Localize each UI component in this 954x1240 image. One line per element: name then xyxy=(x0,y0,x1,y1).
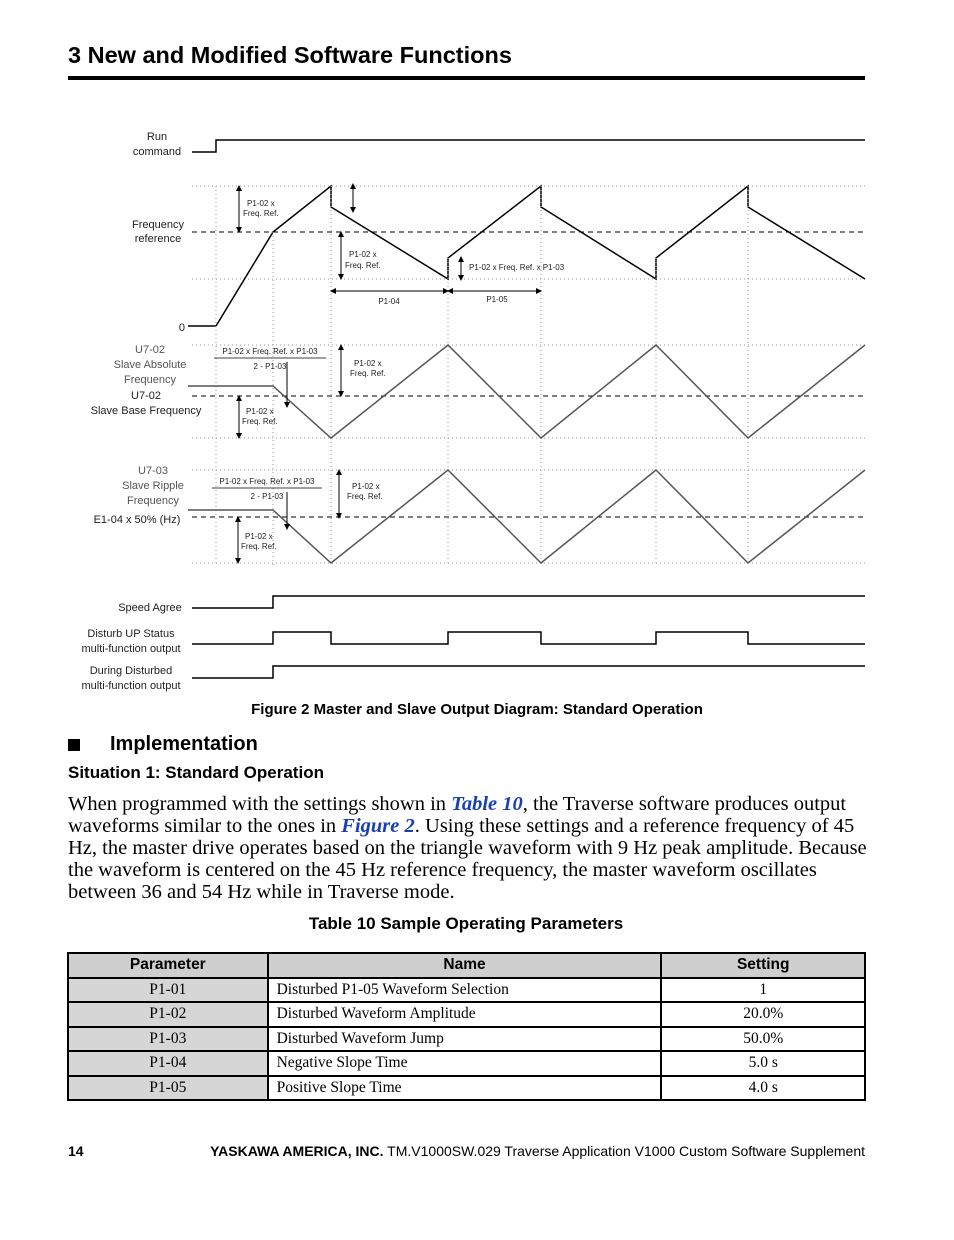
footer-doc-info xyxy=(210,1143,865,1159)
speed-agree-label: Speed Agree xyxy=(118,602,182,614)
table-row xyxy=(68,1002,865,1027)
during-disturbed-label-2: multi-function output xyxy=(81,680,181,692)
amp-annotation-2: Freq. Ref. xyxy=(243,209,279,218)
amp-annotation-9: P1-02 x xyxy=(352,482,380,491)
run-command-signal xyxy=(192,140,865,152)
table-header-row xyxy=(68,953,865,978)
table-row xyxy=(68,1051,865,1076)
cell-setting: 50.0% xyxy=(661,1027,865,1052)
u7-03-label-1: U7-03 xyxy=(138,465,168,477)
amp-annotation-7: P1-02 x xyxy=(246,407,274,416)
cell-setting: 1 xyxy=(661,978,865,1003)
disturb-up-label-1: Disturb UP Status xyxy=(87,628,175,640)
cell-setting: 5.0 s xyxy=(661,1051,865,1076)
subheading: Situation 1: Standard Operation xyxy=(68,763,324,782)
cell-name: Positive Slope Time xyxy=(268,1076,662,1101)
square-bullet-icon xyxy=(68,739,80,751)
paragraph-text: When programmed with the settings shown in xyxy=(68,793,452,815)
cell-name: Disturbed P1-05 Waveform Selection xyxy=(268,978,662,1003)
u7-02-base-label-1: U7-02 xyxy=(131,390,161,402)
during-disturbed-signal xyxy=(192,666,865,678)
amp-annotation-1: P1-02 x xyxy=(247,199,275,208)
table-row xyxy=(68,1027,865,1052)
cell-parameter: P1-01 xyxy=(68,978,268,1003)
cell-name: Negative Slope Time xyxy=(268,1051,662,1076)
p1-04-label: P1-04 xyxy=(378,297,400,306)
u7-02-label-2: Slave Absolute xyxy=(113,359,187,371)
amp-annotation-8: Freq. Ref. xyxy=(242,417,278,426)
cell-name: Disturbed Waveform Amplitude xyxy=(268,1002,662,1027)
header-parameter: Parameter xyxy=(68,953,268,978)
cell-parameter: P1-03 xyxy=(68,1027,268,1052)
u7-02-label-3: Frequency xyxy=(124,374,176,386)
cell-parameter: P1-02 xyxy=(68,1002,268,1027)
cell-setting: 20.0% xyxy=(661,1002,865,1027)
footer-company: YASKAWA AMERICA, INC. xyxy=(210,1143,384,1159)
body-paragraph xyxy=(68,793,868,903)
during-disturbed-label-1: During Disturbed xyxy=(89,665,173,677)
table-caption: Table 10 Sample Operating Parameters xyxy=(308,914,624,933)
jump-fraction-den-1: 2 - P1-03 xyxy=(253,362,287,371)
section-heading xyxy=(68,733,258,756)
figure-2-link[interactable]: Figure 2 xyxy=(341,815,415,837)
amp-annotation-3: P1-02 x xyxy=(349,250,377,259)
jump-fraction-num-1: P1-02 x Freq. Ref. x P1-03 xyxy=(222,347,318,356)
header-name: Name xyxy=(268,953,662,978)
cell-name: Disturbed Waveform Jump xyxy=(268,1027,662,1052)
disturb-up-label-2: multi-function output xyxy=(81,643,181,655)
master-frequency-waveform xyxy=(188,186,865,326)
page-number: 14 xyxy=(68,1143,84,1159)
paragraph-text: , the Traverse software produces output waveforms similar to the ones in xyxy=(68,793,847,837)
jump-annotation: P1-02 x Freq. Ref. x P1-03 xyxy=(469,263,565,272)
amp-annotation-6: Freq. Ref. xyxy=(350,369,386,378)
u7-03-label-2: Slave Ripple xyxy=(122,480,184,492)
amp-annotation-4: Freq. Ref. xyxy=(345,261,381,270)
cell-setting: 4.0 s xyxy=(661,1076,865,1101)
footer-doc-title: TM.V1000SW.029 Traverse Application V1000 Custom Software Supplement xyxy=(383,1143,865,1159)
jump-fraction-den-2: 2 - P1-03 xyxy=(250,492,284,501)
page-footer xyxy=(68,1143,865,1159)
table-row xyxy=(68,1076,865,1101)
chapter-title: 3 New and Modified Software Functions xyxy=(68,42,512,68)
freq-ref-label-1: Frequency xyxy=(132,219,184,231)
figure-caption: Figure 2 Master and Slave Output Diagram: Standard Operation xyxy=(251,701,703,718)
slave-absolute-waveform xyxy=(188,345,865,438)
disturb-up-signal xyxy=(192,632,865,644)
section-heading-text: Implementation xyxy=(110,733,258,755)
table-10-link[interactable]: Table 10 xyxy=(451,793,523,815)
parameters-table xyxy=(67,952,866,1101)
jump-fraction-num-2: P1-02 x Freq. Ref. x P1-03 xyxy=(219,477,315,486)
u7-02-base-label-2: Slave Base Frequency xyxy=(90,405,202,417)
cell-parameter: P1-04 xyxy=(68,1051,268,1076)
run-command-label-1: Run xyxy=(146,131,168,143)
amp-annotation-5: P1-02 x xyxy=(354,359,382,368)
u7-03-label-3: Frequency xyxy=(127,495,179,507)
paragraph-text: . Using these settings and a reference frequency of 45 Hz, the master drive operates based on the triangle waveform with 9 Hz peak amplitude. Because the waveform is centered on the 45 Hz reference frequency, the master waveform oscillates between 36 and 54 Hz while in Traverse mode. xyxy=(68,815,867,903)
cell-parameter: P1-05 xyxy=(68,1076,268,1101)
freq-ref-label-2: reference xyxy=(134,233,182,245)
amp-annotation-11: P1-02 x xyxy=(245,532,273,541)
u7-02-label-1: U7-02 xyxy=(135,344,165,356)
e1-04-label: E1-04 x 50% (Hz) xyxy=(93,514,181,526)
table-row xyxy=(68,978,865,1003)
header-setting: Setting xyxy=(661,953,865,978)
speed-agree-signal xyxy=(192,596,865,608)
amp-annotation-10: Freq. Ref. xyxy=(347,492,383,501)
p1-05-label: P1-05 xyxy=(486,295,508,304)
amp-annotation-12: Freq. Ref. xyxy=(241,542,277,551)
zero-label: 0 xyxy=(178,322,185,334)
run-command-label-2: command xyxy=(132,146,182,158)
